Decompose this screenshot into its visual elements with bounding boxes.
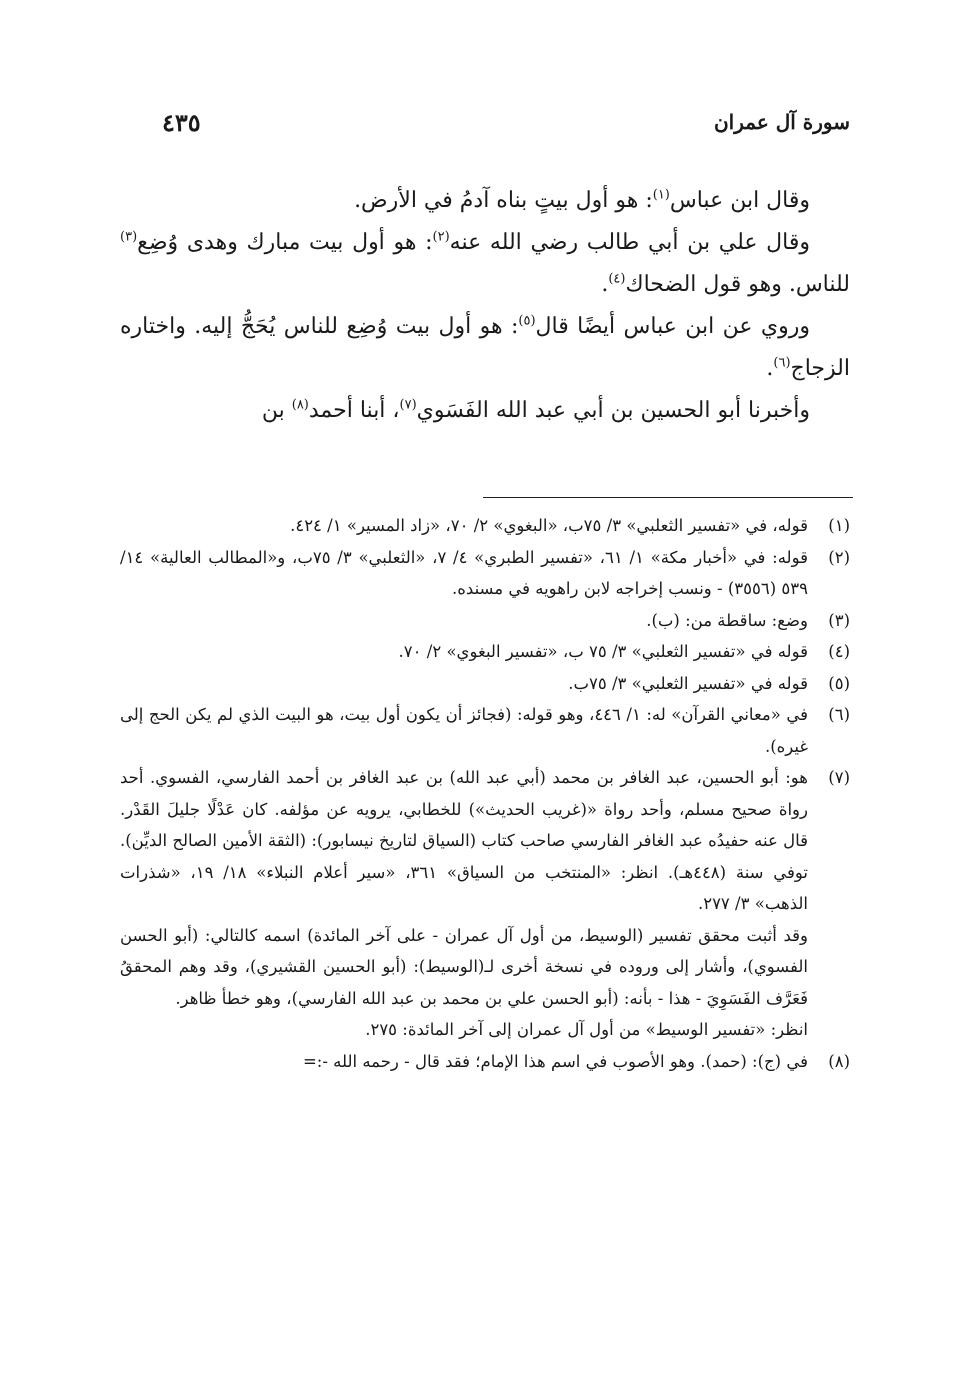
paragraph-2 xyxy=(120,222,850,306)
text-span: : هو أول بيتٍ بناه آدمُ في الأرض. xyxy=(354,188,653,213)
footnote-ref: (٨) xyxy=(291,397,309,413)
text-span: وقال علي بن أبي طالب رضي الله عنه xyxy=(449,230,811,255)
main-text xyxy=(120,180,850,432)
footnote-text: قوله، في «تفسير الثعلبي» ٣/ ٧٥ب، «البغوي» ٢/ ٧٠، «زاد المسير» ١/ ٤٢٤. xyxy=(290,516,808,535)
footnote-3 xyxy=(120,605,850,637)
text-span: . xyxy=(766,356,774,381)
page-header xyxy=(120,110,850,150)
footnote-number: (٢) xyxy=(828,547,850,567)
footnote-4 xyxy=(120,636,850,668)
footnote-7-continuation-1: وقد أثبت محقق تفسير (الوسيط، من أول آل عمران - على آخر المائدة) اسمه كالتالي: (أبو الحسن الفسوي)، وأشار إلى وروده في نسخة أخرى لـ(الوسيط): (أبو الحسين القشيري)، وقد وهم المحققُ فَعَرَّف الفَسَوِيَ - هذا - بأنه: (أبو الحسن علي بن محمد بن عبد الله الفارسي)، وهو خطأ ظاهر. xyxy=(120,925,808,1008)
footnote-text: في (ج): (حمد). وهو الأصوب في اسم هذا الإمام؛ فقد قال - رحمه الله -:= xyxy=(302,1051,808,1071)
footnote-number: (٨) xyxy=(828,1051,850,1071)
footnote-ref: (٣) xyxy=(120,229,138,245)
footnote-text: قوله: في «أخبار مكة» ١/ ٦١، «تفسير الطبري» ٤/ ٧، «الثعلبي» ٣/ ٧٥ب، و«المطالب العالية» ١٤/ ٥٣٩ (٣٥٥٦) - ونسب إخراجه لابن راهويه في مسنده. xyxy=(120,547,808,598)
footnote-ref: (١) xyxy=(652,187,670,203)
text-span: : هو أول بيت وُضِع للناس يُحَجُّ إليه. واختاره الزجاج xyxy=(120,314,850,381)
footnote-ref: (٧) xyxy=(399,397,417,413)
paragraph-1 xyxy=(120,180,850,222)
footnote-number: (٤) xyxy=(828,642,850,661)
footnote-7-continuation-2: انظر: «تفسير الوسيط» من أول آل عمران إلى آخر المائدة: ٢٧٥. xyxy=(365,1020,808,1039)
footnote-8 xyxy=(120,1046,850,1078)
footnotes xyxy=(120,510,850,1077)
footnote-ref: (٥) xyxy=(518,313,536,329)
footnote-6 xyxy=(120,699,850,762)
footnote-number: (٦) xyxy=(828,705,850,724)
footnote-ref: (٤) xyxy=(608,271,626,287)
text-span: : هو أول بيت مبارك وهدى وُضِع xyxy=(137,230,433,255)
footnote-ref: (٢) xyxy=(432,229,450,245)
footnote-5 xyxy=(120,668,850,700)
paragraph-4 xyxy=(120,390,850,432)
footnote-number: (٥) xyxy=(828,673,850,693)
footnote-1 xyxy=(120,510,850,542)
footnote-separator xyxy=(483,497,853,498)
text-span: للناس. وهو قول الضحاك xyxy=(625,272,850,297)
footnote-number: (٣) xyxy=(828,610,850,630)
footnote-text: قوله في «تفسير الثعلبي» ٣/ ٧٥ ب، «تفسير البغوي» ٢/ ٧٠. xyxy=(398,642,808,661)
footnote-text: وضع: ساقطة من: (ب). xyxy=(646,610,808,630)
paragraph-3 xyxy=(120,306,850,390)
surah-title: سورة آل عمران xyxy=(713,110,850,134)
text-span: . xyxy=(601,272,609,297)
text-span: وقال ابن عباس xyxy=(669,188,810,213)
footnote-ref: (٦) xyxy=(773,355,791,371)
footnote-text: قوله في «تفسير الثعلبي» ٣/ ٧٥ب. xyxy=(568,673,808,693)
text-span: وروي عن ابن عباس أيضًا قال xyxy=(535,314,811,339)
text-span: ، أبنا أحمد xyxy=(308,398,400,423)
footnote-text: في «معاني القرآن» له: ١/ ٤٤٦، وهو قوله: (فجائز أن يكون أول بيت، هو البيت الذي لم يكن الحج إلى غيره). xyxy=(120,705,808,756)
text-span: بن xyxy=(261,398,292,423)
footnote-number: (٧) xyxy=(828,768,850,787)
footnote-text: هو: أبو الحسين، عبد الغافر بن محمد (أبي عبد الله) بن عبد الغافر بن أحمد الفارسي، الفسوي. أحد رواة صحيح مسلم، وأحد رواة «(غريب الحديث») للخطابي، يرويه عن مؤلفه. كان عَدْلًا جليلَ القَدْر. قال عنه حفيدُه عبد الغافر الفارسي صاحب كتاب (السياق لتاريخ نيسابور): (الثقة الأمين الصالح الديِّن). توفي سنة (٤٤٨هـ). انظر: «المنتخب من السياق» ٣٦١، «سير أعلام النبلاء» ١٨/ ١٩، «شذرات الذهب» ٣/ ٢٧٧. xyxy=(120,768,808,913)
page-number: ٤٣٥ xyxy=(162,108,201,137)
footnote-7 xyxy=(120,762,850,920)
text-span: وأخبرنا أبو الحسين بن أبي عبد الله الفَسَوي xyxy=(416,398,810,423)
footnote-2 xyxy=(120,542,850,605)
footnote-number: (١) xyxy=(828,516,850,535)
